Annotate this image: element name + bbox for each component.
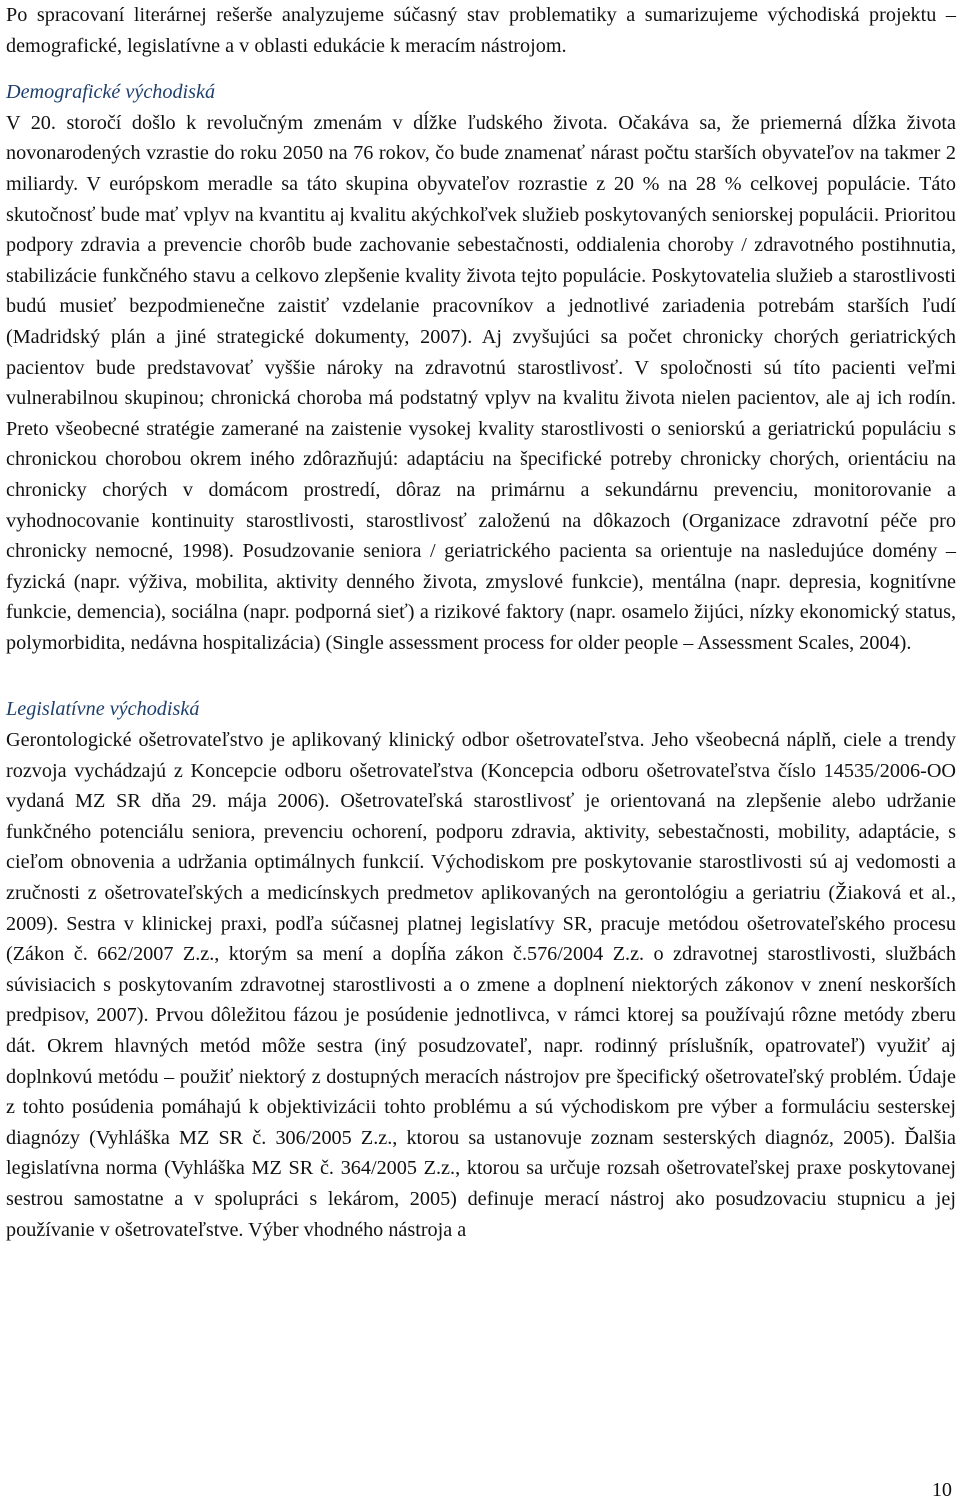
intro-paragraph: Po spracovaní literárnej rešerše analyzujeme súčasný stav problematiky a sumarizujeme východiská projektu – demografické, legislatívne a v oblasti edukácie k meracím nástrojom. <box>6 4 956 57</box>
legislative-paragraph: Gerontologické ošetrovateľstvo je aplikovaný klinický odbor ošetrovateľstva. Jeho všeobecná náplň, ciele a trendy rozvoja vychádzajú z Koncepcie odboru ošetrovateľstva (Koncepcia odboru ošetrovateľstva číslo 14535/2006-OO vydaná MZ SR dňa 29. mája 2006). Ošetrovateľská starostlivosť je orientovaná na zlepšenie alebo udržanie funkčného potenciálu seniora, prevenciu ochorení, podporu zdravia, aktivity, sebestačnosti, mobility, adaptácie, s cieľom obnovenia a udržania optimálnych funkcií. Východiskom pre poskytovanie starostlivosti sú aj vedomosti a zručnosti z ošetrovateľských a medicínskych predmetov aplikovaných na gerontológiu a geriatriu (Žiaková et al., 2009). Sestra v klinickej praxi, podľa súčasnej platnej legislatívy SR, pracuje metódou ošetrovateľského procesu (Zákon č. 662/2007 Z.z., ktorým sa mení a dopĺňa zákon č.576/2004 Z.z. o zdravotnej starostlivosti, službách súvisiacich s poskytovaním zdravotnej starostlivosti a o zmene a doplnení niektorých zákonov v znení neskorších predpisov, 2007). Prvou dôležitou fázou je posúdenie jednotlivca, v rámci ktorej sa používajú rôzne metódy zberu dát. Okrem hlavných metód môže sestra (iný posudzovateľ, napr. rodinný príslušník, opatrovateľ) využiť aj doplnkovú metódu – použiť niektorý z dostupných meracích nástrojov pre špecifický ošetrovateľský problém. Údaje z tohto posúdenia pomáhajú k objektivizácii tohto problému a sú východiskom pre výber a formuláciu sesterskej diagnózy (Vyhláška MZ SR č. 306/2005 Z.z., ktorou sa ustanovuje zoznam sesterských diagnóz, 2005). Ďalšia legislatívna norma (Vyhláška MZ SR č. 364/2005 Z.z., ktorou sa určuje rozsah ošetrovateľskej praxe poskytovanej sestrou samostatne a v spolupráci s lekárom, 2005) definuje merací nástroj ako posudzovaciu stupnicu a jej používanie v ošetrovateľstve. Výber vhodného nástroja a <box>6 729 956 1241</box>
demographic-heading: Demografické východiská <box>6 81 216 104</box>
legislative-heading: Legislatívne východiská <box>6 698 200 721</box>
document-page <box>6 0 956 1245</box>
page-number: 10 <box>931 1479 952 1501</box>
demographic-paragraph: V 20. storočí došlo k revolučným zmenám v dĺžke ľudského života. Očakáva sa, že priemerná dĺžka života novonarodených vzrastie do roku 2050 na 76 rokov, čo bude znamenať nárast počtu starších obyvateľov na takmer 2 miliardy. V európskom meradle sa táto skupina obyvateľov rozrastie z 20 % na 28 % celkovej populácie. Táto skutočnosť bude mať vplyv na kvantitu aj kvalitu akýchkoľvek služieb poskytovaných seniorskej populácii. Prioritou podpory zdravia a prevencie chorôb bude zachovanie sebestačnosti, oddialenia choroby / zdravotného postihnutia, stabilizácie funkčného stavu a celkovo zlepšenie kvality života tejto populácie. Poskytovatelia služieb a starostlivosti budú musieť bezpodmienečne zaistiť vzdelanie pracovníkov a jednotlivé zariadenia potrebám starších ľudí (Madridský plán a jiné strategické dokumenty, 2007). Aj zvyšujúci sa počet chronicky chorých geriatrických pacientov bude predstavovať vyššie nároky na zdravotnú starostlivosť. V spoločnosti sú títo pacienti veľmi vulnerabilnou skupinou; chronická choroba má podstatný vplyv na kvalitu života nielen pacientov, ale aj ich rodín. Preto všeobecné stratégie zamerané na zaistenie vysokej kvality starostlivosti o seniorskú a geriatrickú populáciu s chronickou chorobou okrem iného zdôrazňujú: adaptáciu na špecifické potreby chronicky chorých, orientáciu na chronicky chorých v domácom prostredí, dôraz na primárnu a sekundárnu prevenciu, monitorovanie a vyhodnocovanie kontinuity starostlivosti, starostlivosť založenú na dôkazoch (Organizace zdravotní péče pro chronicky nemocné, 1998). Posudzovanie seniora / geriatrického pacienta sa orientuje na nasledujúce domény – fyzická (napr. výživa, mobilita, aktivity denného života, zmyslové funkcie), mentálna (napr. depresia, kognitívne funkcie, demencia), sociálna (napr. podporná sieť) a rizikové faktory (napr. osamelo žijúci, nízky ekonomický status, polymorbidita, nedávna hospitalizácia) (Single assessment process for older people – Assessment Scales, 2004). <box>6 111 956 654</box>
